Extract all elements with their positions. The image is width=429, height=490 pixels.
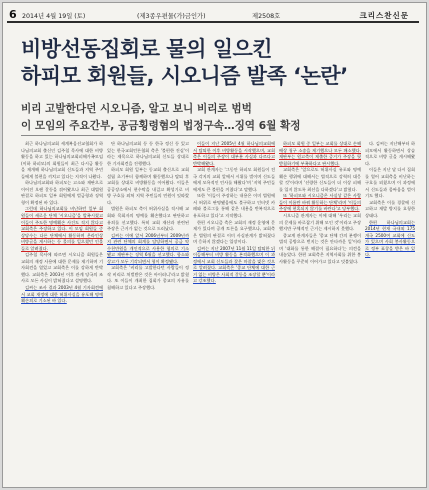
paragraph: 다. 김씨는 지난해부터 하피모에서 활동하면서 상습적으로 비방 글을 게시해왔다. [365,141,415,166]
paragraph: 교회 관계자는 '그동안 하피모 회원들이 전국 각지의 교회 앞에서 시위를 벌이며 신도들에게 모욕적인 언사를 해왔다'며 '지역 주민들에게도 큰 불편을 끼쳤다'고 말했다. [193,167,275,192]
paragraph: 한편 시오니즘 측은 교회의 재정 운영에 문제가 있다며 공개 토론을 요구했으나, 교회측은 법원의 판결로 이미 사실관계가 밝혀졌다며 응하지 않겠다는 입장이다. [193,219,275,245]
paragraph: 또한 '이들이 주장하는 내용은 이미 법원에서 허위로 판명됐음에도 불구하고 인터넷 카페와 블로그를 통해 같은 내용을 반복적으로 유포하고 있다'고 지적했다. [193,193,275,219]
paragraph: 이들은 지난 달 다시 집회를 열어 교회측을 비난하는 구호를 외쳤으며 이 과정에서 신도들과 몸싸움을 벌이기도 했다. [365,167,415,199]
paragraph: 단 하나님의교회 등 등 한국 정신 등 있고 있는 한국교회언론협회 측은 '불편한 진실'이라는 제목으로 하나님의교회 신도들 상대로 한 기자회견을 진행했다. [107,141,189,166]
paragraph: 하나님의교회와 하피모는 고소와 재판으로 이어진 오랜 갈등을 겪어왔으나 최근 대법원 판결로 하피모 일부 회원에게 벌금형과 징역형이 확정된 바 있다. [21,180,103,205]
headline-divider [21,135,271,136]
subheadline-line-2: 이 모임의 주요간부, 공금횡령혐의 법정구속…징역 6월 확정 [21,120,301,132]
article-column-4 [279,141,361,475]
article-column-1 [21,141,103,475]
article-column-2 [107,141,189,475]
issue-number: 제2508호 [252,13,281,20]
paragraph: 교회측은 '앞으로도 허위사실 유포와 명예훼손 행위에 대해서는 법적으로 강력히 대응할 것'이라며 '선량한 신도들이 더 이상 피해를 입지 않도록 최선을 다하겠다'고 밝혔다. [279,167,361,192]
paragraph: 교회측은 이를 경찰에 신고하고 재발 방지를 요청한 상태다. [365,199,415,219]
newspaper-page [7,7,419,481]
article-column-5 [365,141,415,475]
underlined-paragraph-blue: 김씨는 조사 결과 2003년 4월 기자회견에서 교회 재정에 대한 허위사실을 유포해 명예훼손죄로 기소된 바 있다. [21,285,103,304]
newspaper-name: 크리스찬신문 [359,11,409,20]
headline-line-1: 비방선동집회로 물의 일으킨 [21,37,273,61]
paragraph: 시오니즘 관계자는 이에 대해 '우리는 교회의 문제를 바로잡기 위해 모인 것'이라고 주장했지만 구체적인 근거는 제시하지 못했다. [279,213,361,232]
page-number: 6 [9,8,17,21]
paragraph: 종교계 관계자들은 '종교 단체 간의 분쟁이 법적 공방으로 번지는 것은 안타까운 일'이라며 '대화를 통한 해결이 필요하다'는 의견을 내놓았다. 한편 교회측은 지역사회를 위한 봉사활동을 꾸준히 이어가고 있다고 덧붙였다. [279,232,361,264]
paragraph: 법원은 하피모 측이 허위사실을 적시해 교회와 목회자의 명예를 훼손했다고 판단하고 유죄를 선고했다. 특히 교회 재산과 관련된 주장은 근거가 없는 것으로 드러났다. [107,206,189,232]
paragraph: 김주철 목사에 따르면 시오니즘 회원들은 교회의 재정 사용에 대한 문제를 제기하며 기자회견을 열었고 교회측은 이를 강하게 반박했다. 교회측은 2003년 이후 관계 당국의 조사로 모든 사실이 밝혀졌다고 설명했다. [21,252,103,284]
subheadline-line-1: 비리 고발한다던 시오니즘, 알고 보니 비리로 범벅 [21,103,252,115]
underlined-paragraph-red: 그런데 하나님의교회를 비난하던 일부 회원들이 새로운 단체 '시오니즘'을 발족시켰고 이들이 주도한 명예훼손 사건도 적지 않다고 교회측은 주장하고 있다. 이 모임 회원들 중 상당수는 다른 단체에서 활동하며 온라인상 비방글을 게시하는 등 물의를 일으켰던 인물들로 알려졌다. [21,206,103,251]
underlined-paragraph-blue: 김씨는 지난 2007년 11월 11일 탈퇴한 뒤 이듬해부터 비방 활동을 본격화했으며 이 과정에서 교회 신도들과 잦은 마찰을 빚은 것으로 알려졌다. 교회측은 '종교 단체에 대한 근거 없는 비방은 사회적 갈등을 조장할 뿐'이라고 강조했다. [193,245,275,284]
issue-date: 2014년 4월 19일 (토) [22,13,86,20]
underlined-paragraph-red: 이들이 지난 2005년 4월 하나님의교회에서 탈퇴한 이후 비방활동을 시작했으며, 교회측은 이들의 주장이 대부분 사실과 다르다고 반박해왔다. [193,141,275,166]
newspaper-page-frame [2,2,427,488]
underlined-paragraph-red: 하피모 회원 중 일부는 교회를 상대로 손해배상 청구 소송을 제기했으나 모두 패소했다. 재판부는 원고측이 제출한 증거가 주장을 뒷받침하기에 부족하다고 판시했다. [279,141,361,166]
header-rule [7,21,419,23]
underlined-paragraph-blue: 한편 하나님의교회는 2014년 현재 국내외 175개국 2500여 교회에 신도가 있으며 사회 봉사활동으로 정부 표창을 받은 바 있다. [365,219,415,258]
underlined-paragraph-blue: 김씨는 이에 앞서 2006년부터 2009년까지 관련 단체의 회계를 담당하면서 공금 약 수천만원을 개인적으로 사용한 혐의로 기소됐고 재판부는 징역 6월을 선고했다. 항소와 상고가 모두 기각되면서 형이 확정됐다. [107,232,189,264]
paragraph: 하피모 회원 일부는 동교회 출신으로 교회 설립 초기부터 함께하며 활동했으나 탈퇴 후 교회를 상대로 비방활동을 이어왔다. 이들은 공공장소에서 현수막을 내걸고 확성기로 비방 구호를 외쳐 지역 주민들의 민원이 잇따랐다. [107,167,189,205]
paragraph: 교회측은 '비리를 고발한다던 사람들이 정작 비리로 처벌받은 것은 아이러니'라고 밝혔다. 또 이들이 개최한 집회가 종교의 자유를 침해하고 있다고 주장했다. [107,265,189,291]
paragraph: 최근 하나님의교회 세계복음선교협회가 하나님의교회 출신인 김주철 목사에 대한 비방활동을 하고 있는 하나님의교회피해가족모임(이하 하피모)의 회원들이 최근 다시금 활동을 재개해 하나님의교회 신도들과 지역 주민들에게 불편을 끼치고 있다는 지적이 나왔다. [21,141,103,179]
postal-notice: (제3종우편물(가)금인가) [137,13,206,20]
underlined-paragraph-red: 또 '하피모와 시오니즘은 사실상 같은 사람들이 이름만 바꿔 활동하는 단체'라며 '이들의 주장에 현혹되지 않기를 바란다'고 당부했다. [279,193,361,212]
headline-line-2: 하피모 회원들, 시오니즘 발족 ‘논란’ [21,64,348,88]
page-header [7,7,419,21]
article-column-3 [193,141,275,475]
